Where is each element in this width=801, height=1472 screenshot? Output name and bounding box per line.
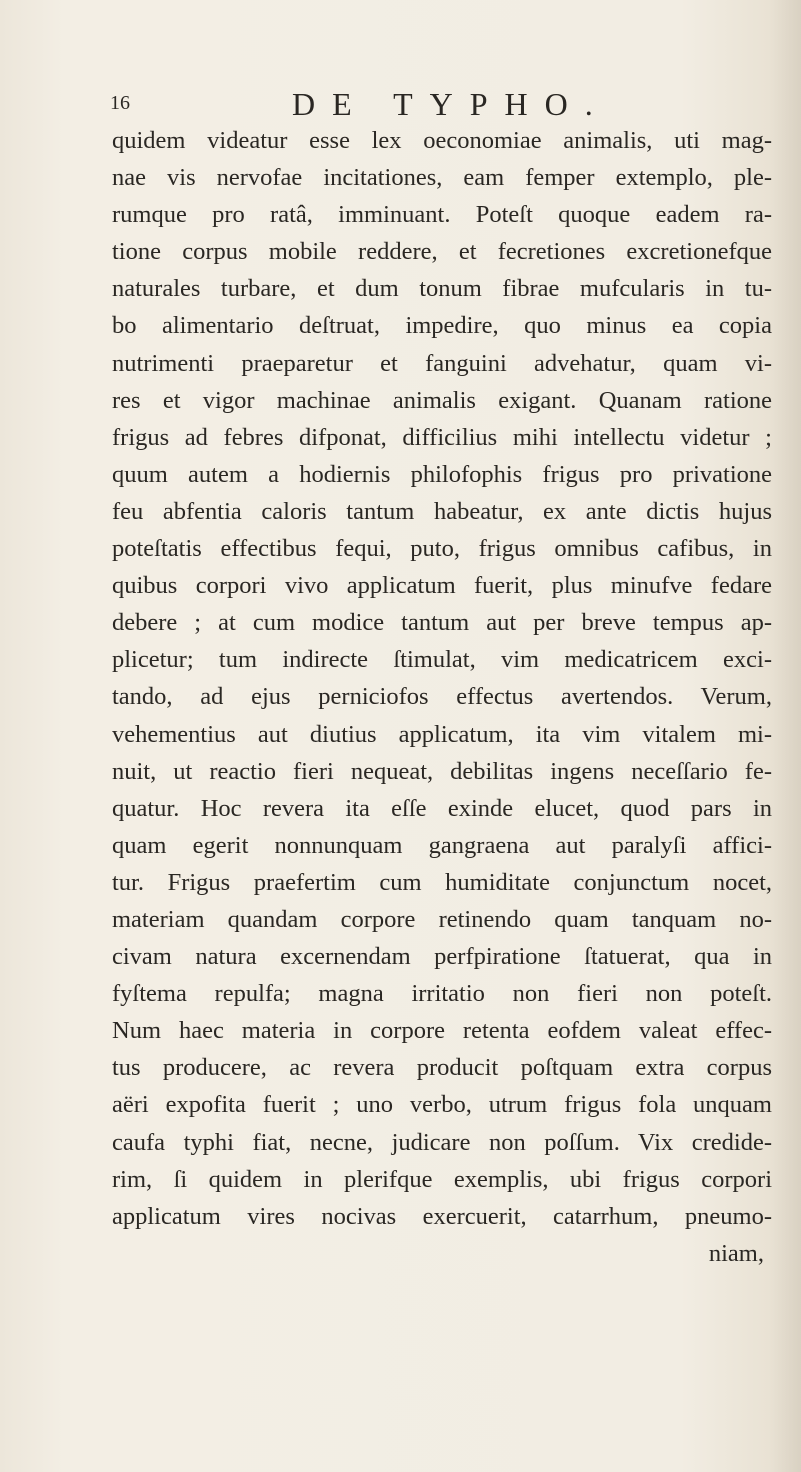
text-line: Num haec materia in corpore retenta eofdem valeat effec- — [112, 1017, 772, 1045]
text-line: civam natura excernendam perfpiratione ſtatuerat, qua in — [112, 943, 772, 971]
text-line: quibus corpori vivo applicatum fuerit, plus minufve fedare — [112, 572, 772, 600]
text-line: poteſtatis effectibus fequi, puto, frigus omnibus cafibus, in — [112, 535, 772, 563]
text-line: nutrimenti praeparetur et fanguini advehatur, quam vi- — [112, 349, 772, 377]
catchword-line: niam, — [708, 1239, 764, 1267]
text-line: tur. Frigus praefertim cum humiditate conjunctum nocet, — [112, 868, 772, 896]
text-line: quidem videatur esse lex oeconomiae animalis, uti mag- — [112, 127, 772, 154]
text-line: naturales turbare, et dum tonum fibrae mufcularis in tu- — [112, 275, 772, 303]
text-line: rim, ſi quidem in plerifque exemplis, ubi frigus corpori — [112, 1165, 772, 1193]
body-text — [112, 122, 772, 1272]
text-line: tus producere, ac revera producit poſtquam extra corpus — [112, 1054, 772, 1082]
text-line: vehementius aut diutius applicatum, ita vim vitalem mi- — [112, 720, 772, 748]
text-line: fyſtema repulfa; magna irritatio non fieri non poteſt. — [112, 980, 772, 1008]
text-line: quum autem a hodiernis philofophis frigus pro privatione — [112, 460, 772, 488]
text-line: tione corpus mobile reddere, et fecretiones excretionefque — [112, 238, 772, 266]
text-line: applicatum vires nocivas exercuerit, catarrhum, pneumo- — [112, 1202, 772, 1230]
text-line: nae vis nervofae incitationes, eam femper extemplo, ple- — [112, 164, 772, 192]
text-line: plicetur; tum indirecte ſtimulat, vim medicatricem exci- — [112, 646, 772, 674]
text-line: quam egerit nonnunquam gangraena aut paralyſi affici- — [112, 831, 772, 859]
page-number: 16 — [110, 92, 130, 114]
text-line: caufa typhi fiat, necne, judicare non poſſum. Vix credide- — [112, 1128, 772, 1156]
text-line: bo alimentario deſtruat, impedire, quo minus ea copia — [112, 312, 772, 340]
text-line: frigus ad febres difponat, difficilius mihi intellectu videtur ; — [112, 423, 772, 451]
text-line: materiam quandam corpore retinendo quam tanquam no- — [112, 905, 772, 933]
text-line: nuit, ut reactio fieri nequeat, debilitas ingens neceſſario fe- — [112, 757, 772, 785]
text-line: feu abfentia caloris tantum habeatur, ex ante dictis hujus — [112, 497, 772, 525]
text-line: quatur. Hoc revera ita eſſe exinde elucet, quod pars in — [112, 794, 772, 822]
text-line: debere ; at cum modice tantum aut per breve tempus ap- — [112, 609, 772, 637]
text-line: res et vigor machinae animalis exigant. Quanam ratione — [112, 386, 772, 414]
running-head: DE TYPHO. — [292, 86, 610, 122]
text-line: aëri expofita fuerit ; uno verbo, utrum frigus fola unquam — [112, 1091, 772, 1119]
text-line: tando, ad ejus perniciofos effectus avertendos. Verum, — [112, 683, 772, 711]
text-line: rumque pro ratâ, imminuant. Poteſt quoque eadem ra- — [112, 201, 772, 229]
